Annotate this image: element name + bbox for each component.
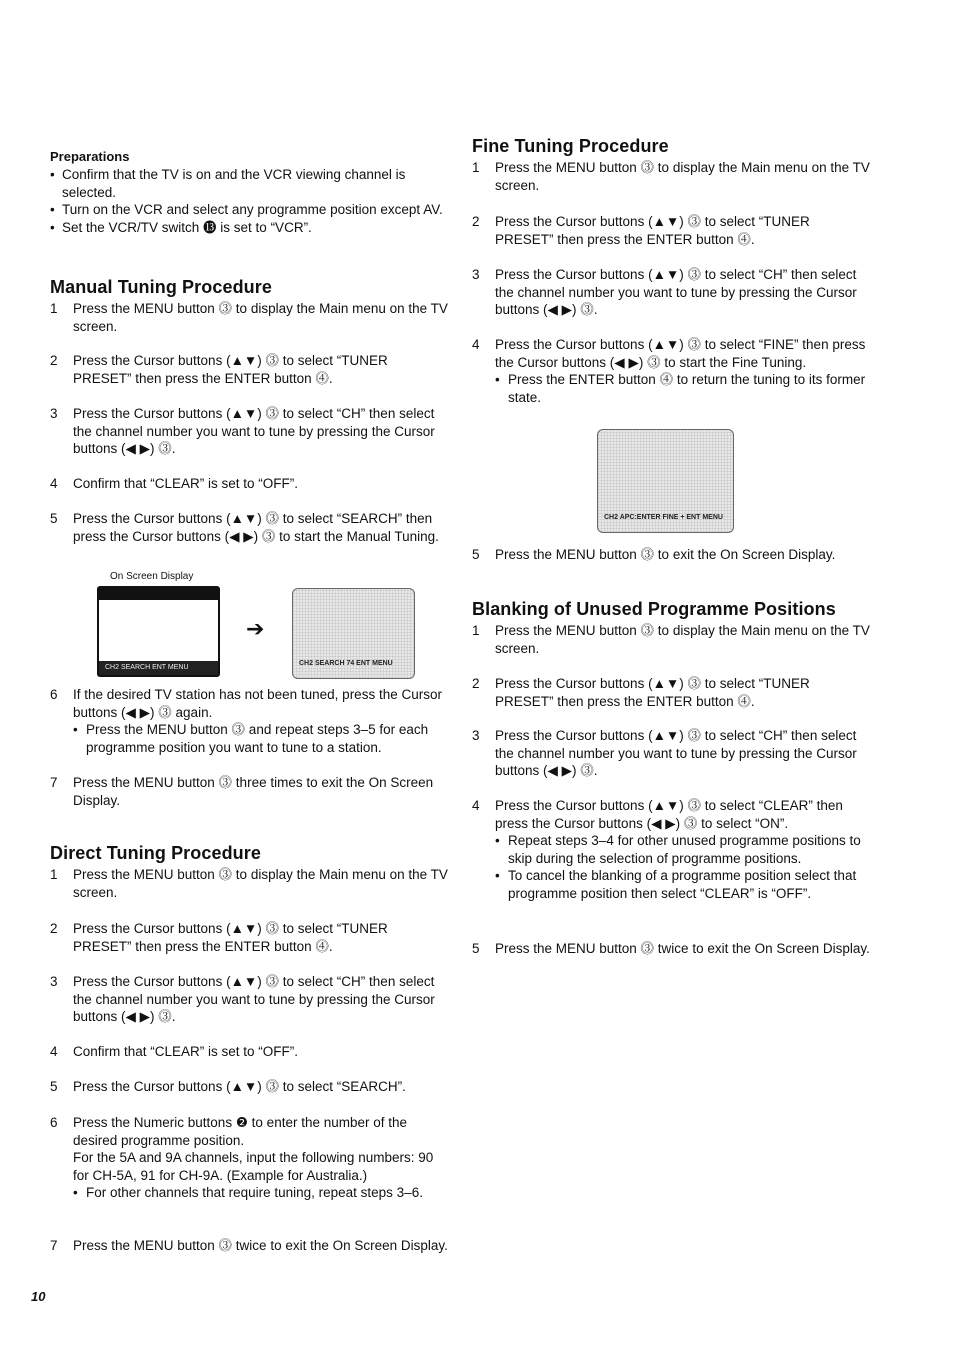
fine-step: 5 Press the MENU button ⓷ to exit the On Screen Display. [472,547,836,562]
manual-step: 7 Press the MENU button ⓷ three times to exit the On Screen Display. [50,775,434,808]
osd-screen-searching [292,588,415,679]
step-note: • Press the ENTER button ⓸ to return the tuning to its former state. [495,371,872,406]
direct-step: 2 Press the Cursor buttons (▲▼) ⓷ to select “TUNER PRESET” then press the ENTER button ⓸. [50,921,388,954]
preparation-item: • Confirm that the TV is on and the VCR viewing channel is selected. [50,166,450,201]
step-note: • For other channels that require tuning, repeat steps 3–6. [73,1184,450,1202]
direct-step: 4 Confirm that “CLEAR” is set to “OFF”. [50,1044,299,1059]
fine-step: 4 Press the Cursor buttons (▲▼) ⓷ to select “FINE” then press the Cursor buttons (◀ ▶) ⓷ to start the Fine Tuning. • Press the ENTER button ⓸ to return the tuning to its former state. [472,336,872,406]
osd-status-bar: CH2 SEARCH 74 ENT MENU [299,660,393,667]
direct-step: 1 Press the MENU button ⓷ to display the Main menu on the TV screen. [50,867,448,900]
osd-status-bar: CH2 APC:ENTER FINE + ENT MENU [604,514,723,521]
blanking-step: 3 Press the Cursor buttons (▲▼) ⓷ to select “CH” then select the channel number you want to tune by pressing the Cursor buttons (◀ ▶) ⓷. [472,728,857,778]
direct-step: 3 Press the Cursor buttons (▲▼) ⓷ to select “CH” then select the channel number you want to tune by pressing the Cursor buttons (◀ ▶) ⓷. [50,974,435,1024]
arrow-right-icon: ➔ [246,616,265,641]
osd-screen-search [97,586,220,677]
preparations-section [50,149,450,236]
preparation-item: • Turn on the VCR and select any programme position except AV. [50,201,450,219]
blanking-title: Blanking of Unused Programme Positions [472,599,836,619]
direct-step: 5 Press the Cursor buttons (▲▼) ⓷ to select “SEARCH”. [50,1079,406,1094]
preparation-item: • Set the VCR/TV switch ⓭ is set to “VCR”. [50,219,450,237]
step-note: • To cancel the blanking of a programme position select that programme position then select “CLEAR” is “OFF”. [495,867,872,902]
blanking-step: 4 Press the Cursor buttons (▲▼) ⓷ to select “CLEAR” then press the Cursor buttons (◀ ▶) ⓷ to select “ON”. • Repeat steps 3–4 for other unused programme positions to skip during the selection of programme positions. • To cancel the blanking of a programme position select that programme position then select “CLEAR” is “OFF”. [472,797,872,902]
fine-step: 1 Press the MENU button ⓷ to display the Main menu on the TV screen. [472,160,870,193]
blanking-step: 5 Press the MENU button ⓷ twice to exit the On Screen Display. [472,941,870,956]
blanking-step: 2 Press the Cursor buttons (▲▼) ⓷ to select “TUNER PRESET” then press the ENTER button ⓸. [472,676,810,709]
direct-step: 6 Press the Numeric buttons ❷ to enter the number of the desired programme position. For the 5A and 9A channels, input the following numbers: 90 for CH-5A, 91 for CH-9A. (Example for Australia.) • For other channels that require tuning, repeat steps 3–6. [50,1114,450,1202]
osd-screen-fine [597,429,734,533]
osd-label: On Screen Display [110,571,194,582]
preparations-title: Preparations [50,149,130,164]
direct-tuning-title: Direct Tuning Procedure [50,843,261,863]
manual-step: 5 Press the Cursor buttons (▲▼) ⓷ to select “SEARCH” then press the Cursor buttons (◀ ▶) ⓷ to start the Manual Tuning. [50,511,439,544]
fine-step: 2 Press the Cursor buttons (▲▼) ⓷ to select “TUNER PRESET” then press the ENTER button ⓸. [472,214,810,247]
direct-step: 7 Press the MENU button ⓷ twice to exit the On Screen Display. [50,1238,448,1253]
blanking-step: 1 Press the MENU button ⓷ to display the Main menu on the TV screen. [472,623,870,656]
fine-tuning-title: Fine Tuning Procedure [472,136,669,156]
manual-step: 1 Press the MENU button ⓷ to display the Main menu on the TV screen. [50,301,448,334]
step-note: • Press the MENU button ⓷ and repeat steps 3–5 for each programme position you want to tune to a station. [73,721,450,756]
manual-step: 2 Press the Cursor buttons (▲▼) ⓷ to select “TUNER PRESET” then press the ENTER button ⓸. [50,353,388,386]
step-note: • Repeat steps 3–4 for other unused programme positions to skip during the selection of programme positions. [495,832,872,867]
manual-step: 3 Press the Cursor buttons (▲▼) ⓷ to select “CH” then select the channel number you want to tune by pressing the Cursor buttons (◀ ▶) ⓷. [50,406,435,456]
manual-step: 6 If the desired TV station has not been tuned, press the Cursor buttons (◀ ▶) ⓷ again. • Press the MENU button ⓷ and repeat steps 3–5 for each programme position you want to tune to a station. [50,686,450,756]
fine-step: 3 Press the Cursor buttons (▲▼) ⓷ to select “CH” then select the channel number you want to tune by pressing the Cursor buttons (◀ ▶) ⓷. [472,267,857,317]
osd-status-bar: CH2 SEARCH ENT MENU [99,661,218,675]
manual-tuning-title: Manual Tuning Procedure [50,277,272,297]
manual-step: 4 Confirm that “CLEAR” is set to “OFF”. [50,476,299,491]
page-number: 10 [31,1289,46,1304]
